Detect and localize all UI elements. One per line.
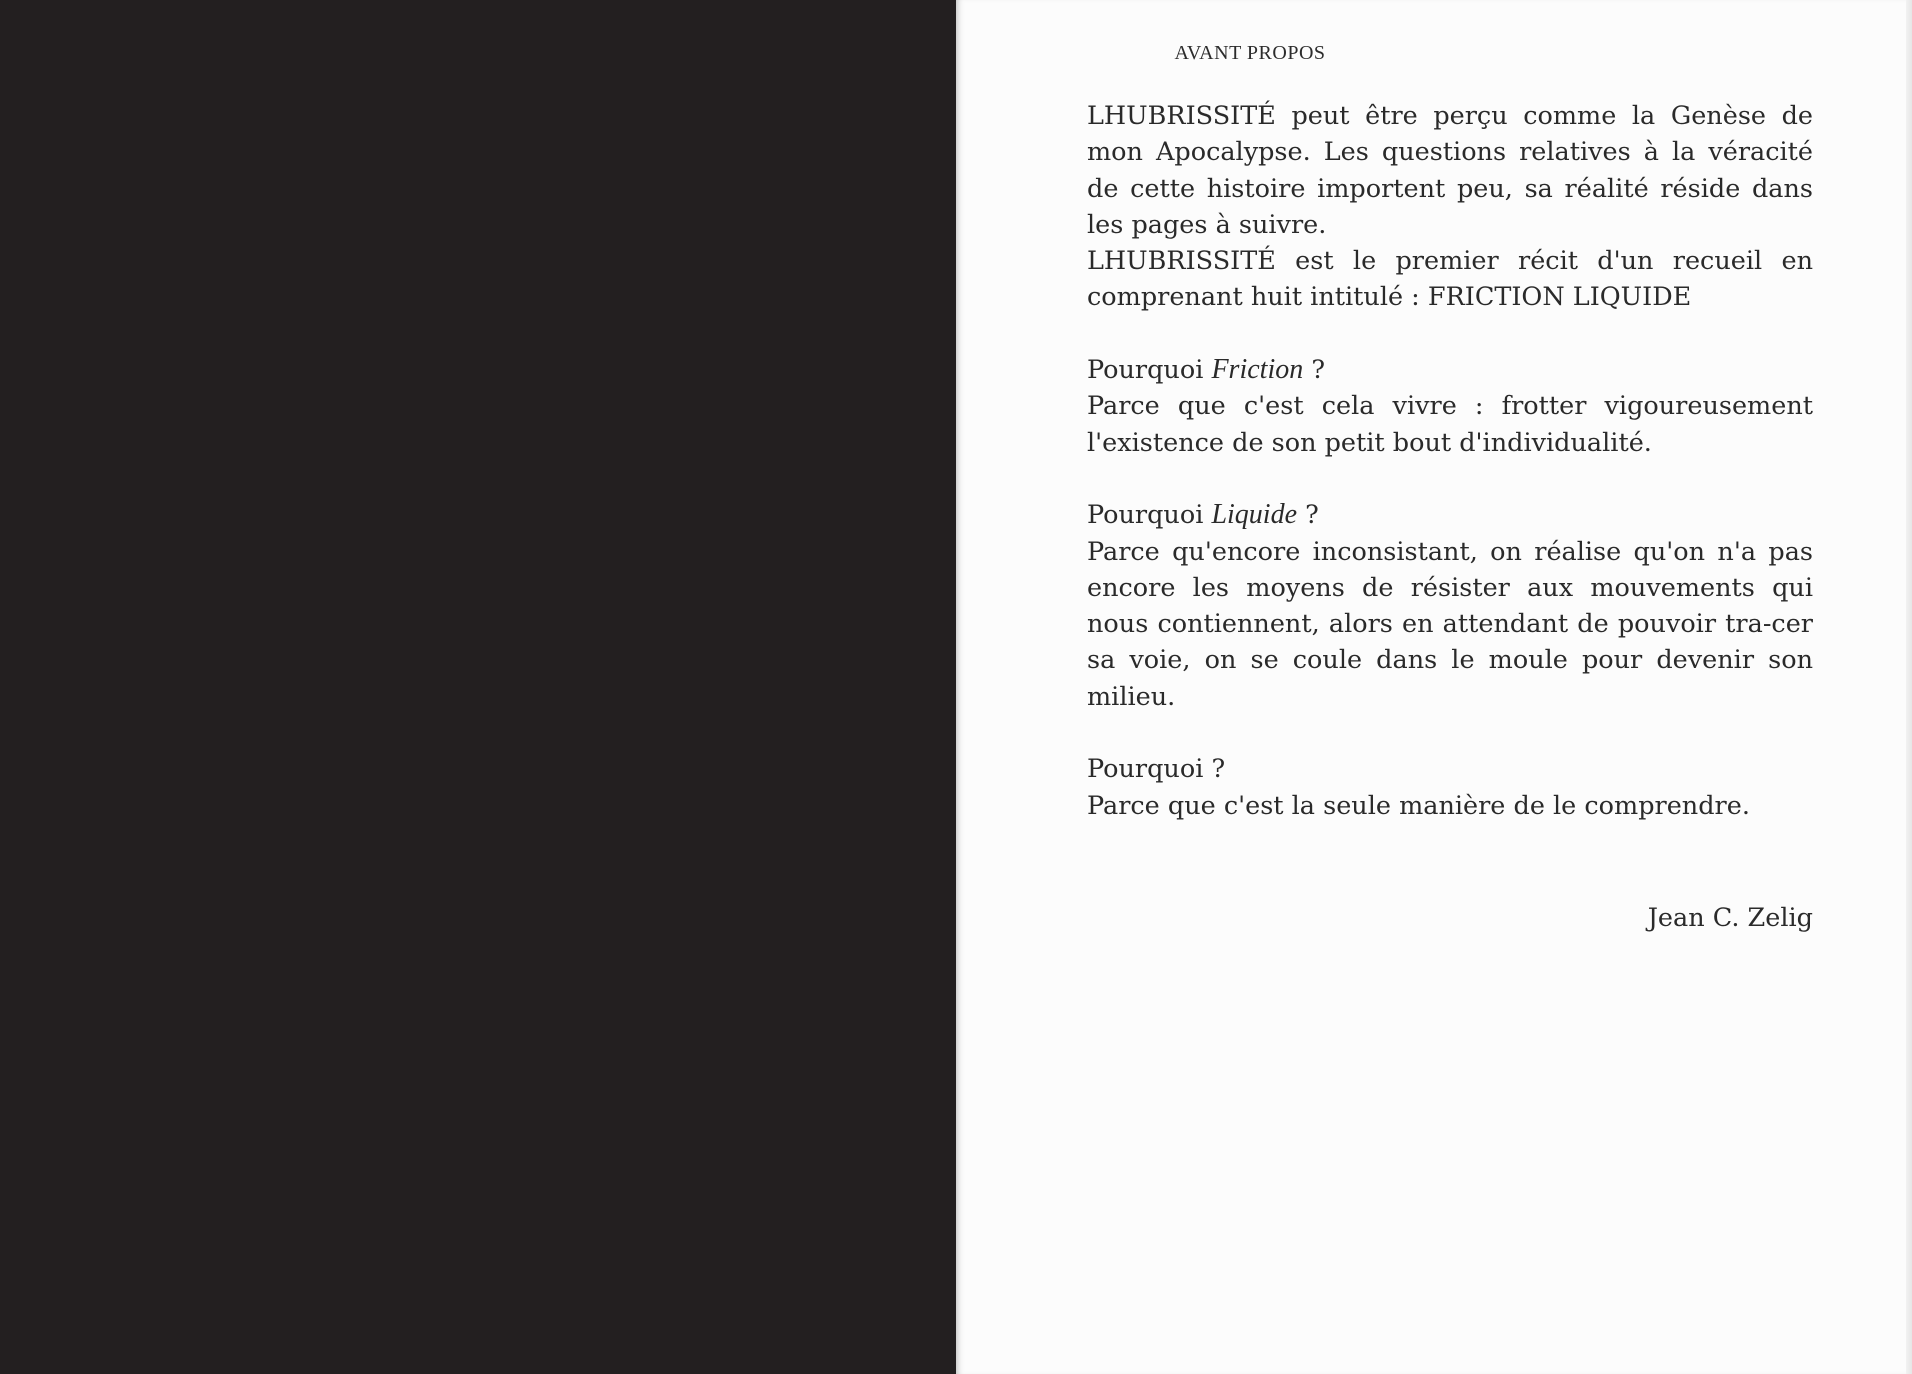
friction-question-suffix: ? [1303,355,1325,386]
friction-question-prefix: Pourquoi [1087,355,1212,386]
liquide-question-word: Liquide [1211,499,1298,531]
friction-question-word: Friction [1211,354,1304,386]
liquide-question-prefix: Pourquoi [1087,500,1212,531]
liquide-answer: Parce qu'encore inconsistant, on réalise qu'on n'a pas encore les moyens de résister aux mouvements qui nous contiennent, alors en attendant de pouvoir tra-cer sa voie, on se coule dans le moule pour devenir son milieu. [1087,536,1813,712]
liquide-question [1087,497,1813,533]
intro-paragraph-1: LHUBRISSITÉ peut être perçu comme la Genèse de mon Apocalypse. Les questions relatives à la véracité de cette histoire importent peu, sa réalité réside dans les pages à suivre. [1087,101,1813,240]
paragraph-gap [1087,461,1813,497]
friction-answer: Parce que c'est cela vivre : frotter vigoureusement l'existence de son petit bout d'individualité. [1087,391,1813,458]
paragraph-gap [1087,316,1813,352]
running-head: AVANT PROPOS [1174,42,1326,64]
pourquoi-question: Pourquoi ? [1087,754,1226,785]
pourquoi-answer: Parce que c'est la seule manière de le comprendre. [1087,790,1750,821]
liquide-question-suffix: ? [1297,500,1319,531]
page-edge [1906,0,1912,1374]
friction-question [1087,352,1813,388]
body-text [1087,98,1813,824]
author-signature: Jean C. Zelig [1647,903,1813,933]
paragraph-gap [1087,715,1813,751]
intro-paragraph-2: LHUBRISSITÉ est le premier récit d'un recueil en comprenant huit intitulé : FRICTION LIQUIDE [1087,246,1813,313]
